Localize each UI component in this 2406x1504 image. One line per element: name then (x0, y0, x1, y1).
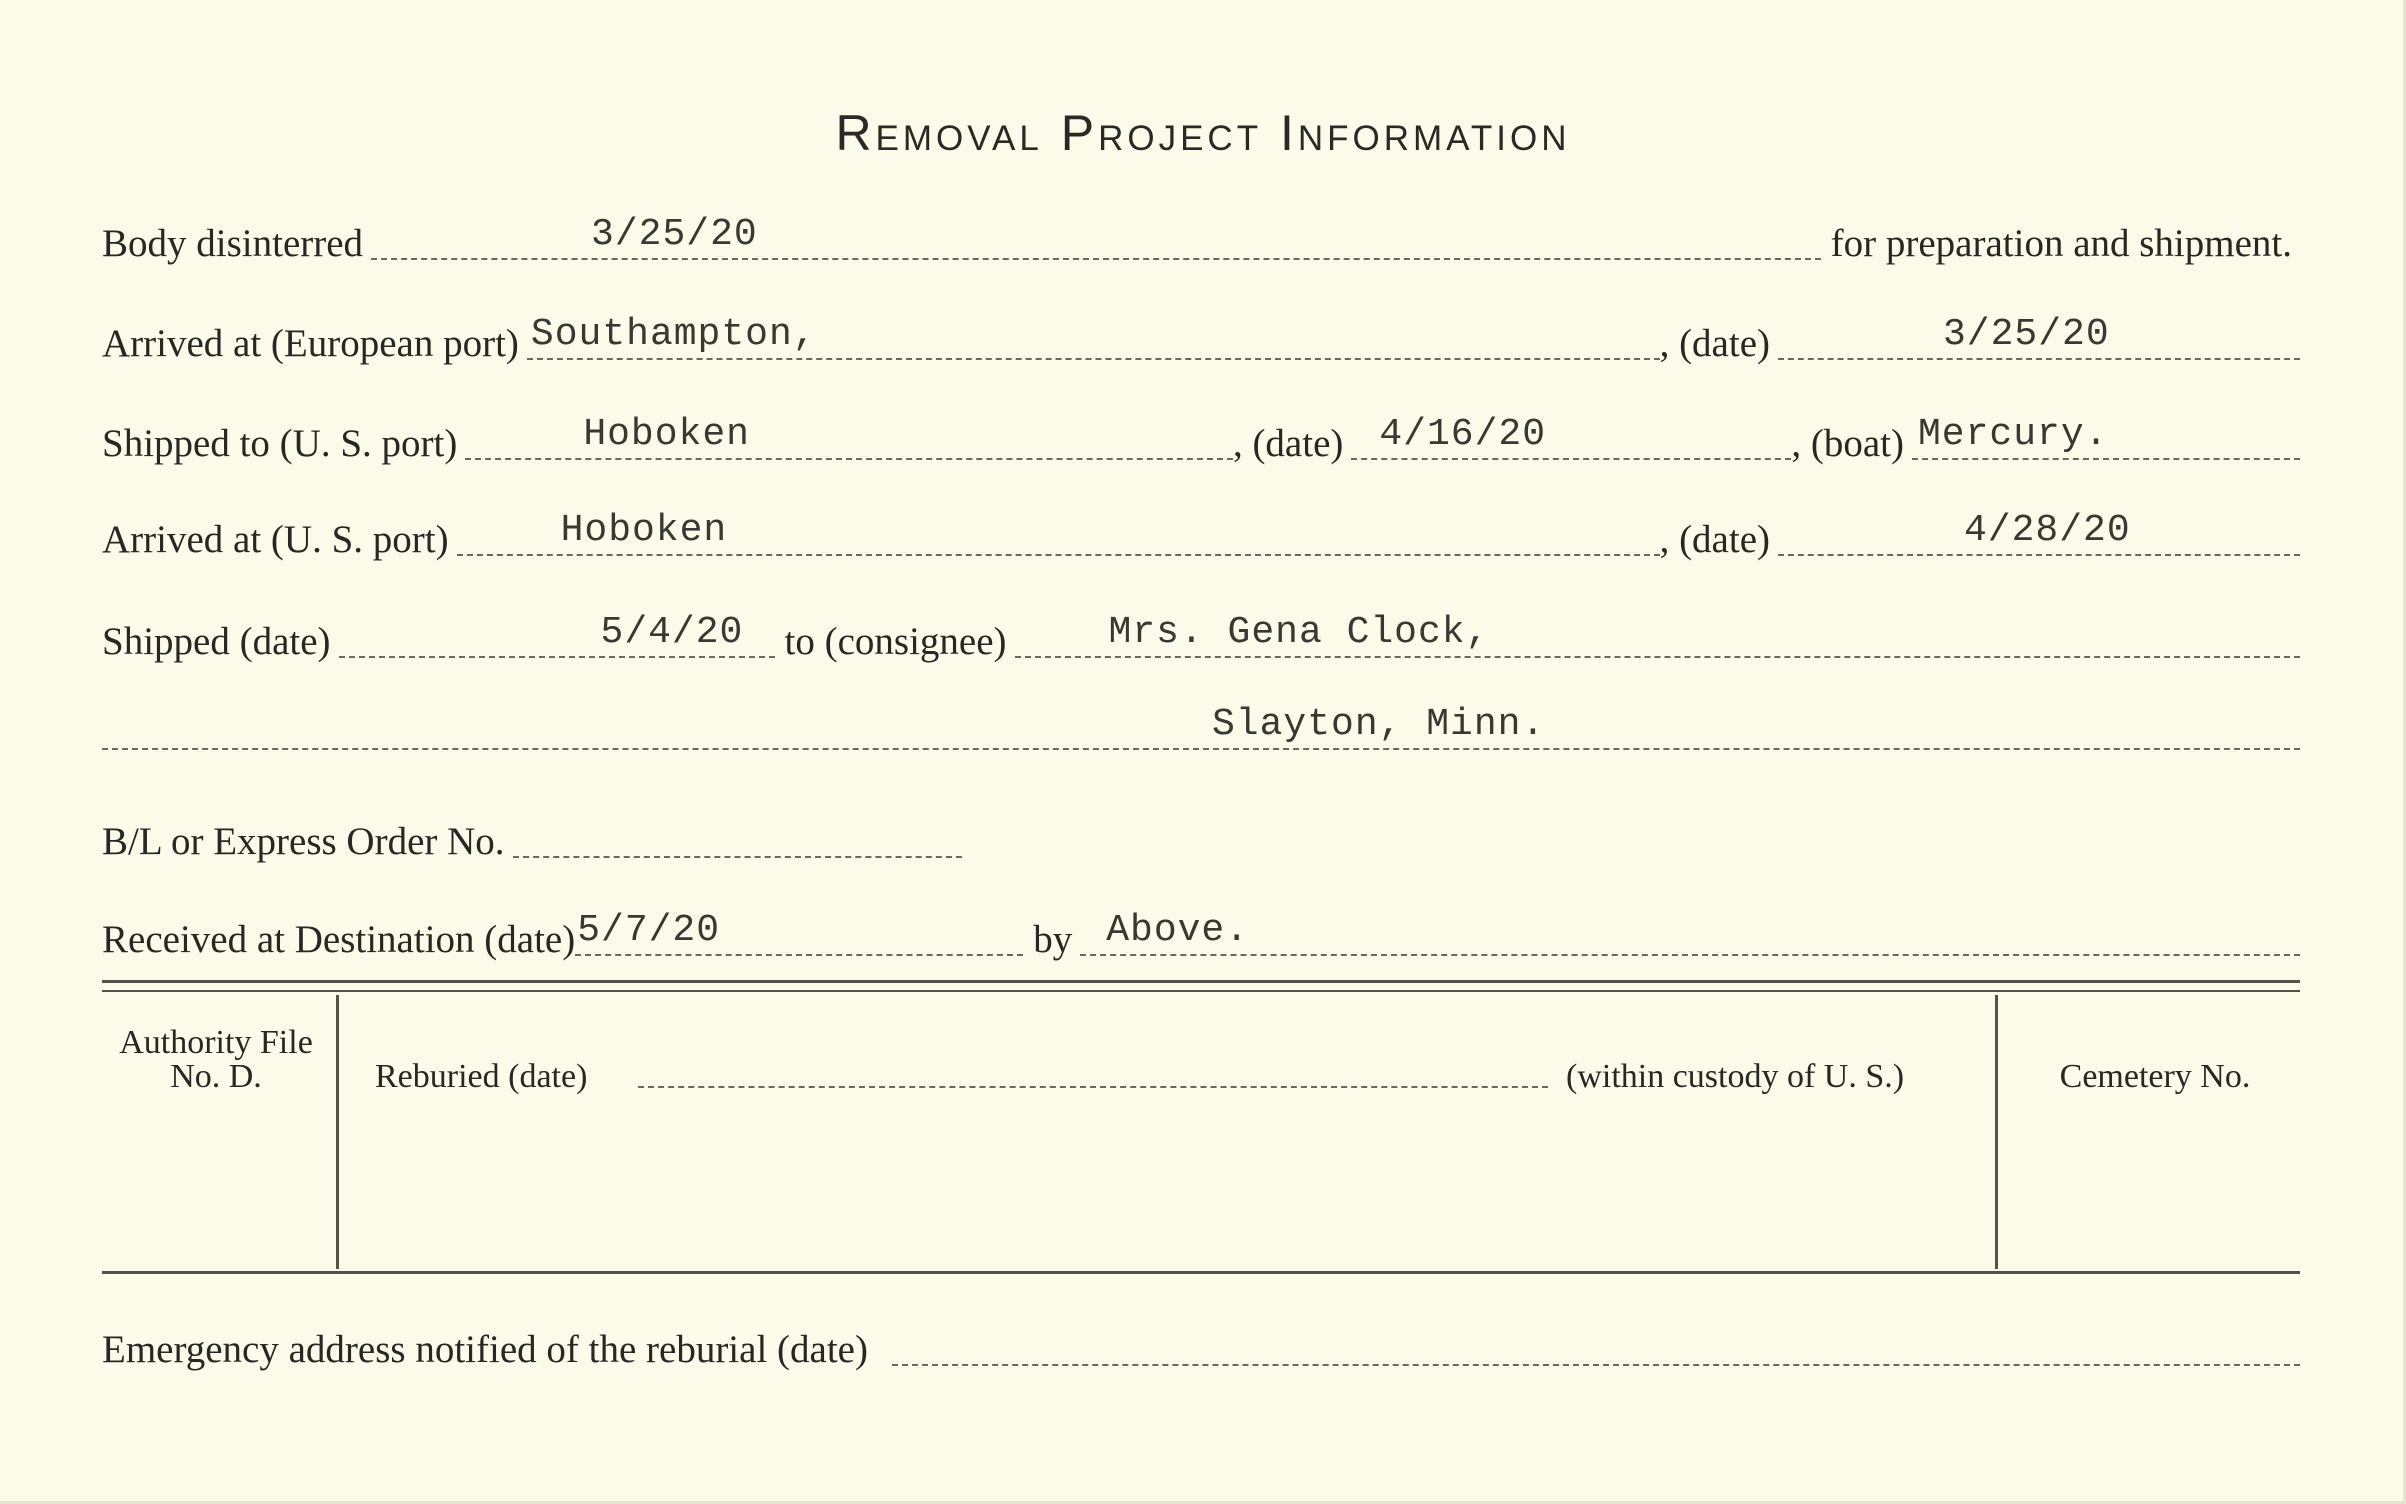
label-shipped-us: Shipped to (U. S. port) (102, 422, 458, 465)
value-consignee: Mrs. Gena Clock, (1108, 611, 1490, 654)
card-title: Removal Project Information (835, 105, 1571, 161)
value-received-by: Above. (1106, 909, 1250, 952)
value-european-date: 3/25/20 (1943, 313, 2110, 356)
table-top-rule-inner (102, 990, 2300, 992)
field-emergency-date[interactable] (892, 1320, 2300, 1366)
label-preparation-shipment: for preparation and shipment. (1830, 222, 2292, 265)
label-arrived-us: Arrived at (U. S. port) (102, 518, 449, 561)
authority-file-label: Authority File No. D. (119, 1024, 313, 1095)
label-received-date: Received at Destination (date) (102, 918, 576, 961)
field-received-by[interactable] (1080, 910, 2300, 956)
value-us-port: Hoboken (583, 413, 750, 456)
label-received-by: by (1033, 918, 1073, 961)
custody-label: (within custody of U. S.) (1566, 1058, 1905, 1095)
table-divider-left (336, 995, 339, 1269)
table-top-rule (102, 980, 2300, 983)
label-european-date: , (date) (1659, 322, 1770, 365)
row-arrived-us (102, 509, 2300, 568)
value-arrived-us-port: Hoboken (560, 509, 728, 552)
field-arrived-us-date[interactable] (1778, 510, 2300, 556)
row-shipped-consignee (102, 611, 2300, 670)
field-reburied-date[interactable] (638, 1084, 1548, 1088)
value-european-port: Southampton, (530, 313, 817, 356)
row-body-disinterred (102, 213, 2300, 272)
value-disinterred-date: 3/25/20 (591, 213, 758, 256)
value-arrived-us-date: 4/28/20 (1964, 509, 2131, 552)
field-consignee-address[interactable] (102, 704, 2300, 750)
row-received (102, 909, 2300, 968)
field-received-date[interactable] (575, 910, 1023, 956)
row-shipped-us (102, 413, 2300, 472)
row-bl-order (102, 814, 962, 870)
reburied-label: Reburied (date) (375, 1058, 588, 1095)
field-arrived-us-port[interactable] (457, 510, 1660, 556)
value-boat: Mercury. (1918, 413, 2109, 456)
label-consignee: to (consignee) (784, 620, 1007, 663)
value-consignee-address: Slayton, Minn. (1212, 703, 1546, 746)
label-bl-order: B/L or Express Order No. (102, 820, 505, 863)
field-bl-order[interactable] (513, 812, 962, 858)
field-shipped-out-date[interactable] (339, 612, 775, 658)
table-divider-right (1995, 995, 1998, 1269)
label-shipped-date-consignee: Shipped (date) (102, 620, 331, 663)
row-emergency (102, 1322, 2300, 1378)
value-shipped-out-date: 5/4/20 (600, 611, 744, 654)
field-shipped-date[interactable] (1351, 414, 1791, 460)
label-arrived-us-date: , (date) (1659, 518, 1770, 561)
label-boat: , (boat) (1791, 422, 1904, 465)
field-consignee[interactable] (1015, 612, 2300, 658)
field-boat[interactable] (1912, 414, 2300, 460)
row-consignee-address (102, 703, 2300, 762)
field-disinterred-date[interactable] (371, 214, 1821, 260)
value-shipped-date: 4/16/20 (1379, 413, 1547, 456)
row-arrived-european (102, 313, 2300, 372)
field-european-date[interactable] (1778, 314, 2300, 360)
field-us-port[interactable] (465, 414, 1233, 460)
label-shipped-date: , (date) (1232, 422, 1344, 465)
label-emergency: Emergency address notified of the reburial (date) (102, 1328, 868, 1371)
field-european-port[interactable] (527, 314, 1660, 360)
label-body-disinterred: Body disinterred (102, 222, 364, 265)
cemetery-number-label: Cemetery No. (2059, 1058, 2251, 1095)
value-received-date: 5/7/20 (577, 909, 721, 952)
label-arrived-european: Arrived at (European port) (102, 322, 519, 365)
table-bottom-rule (102, 1271, 2300, 1274)
